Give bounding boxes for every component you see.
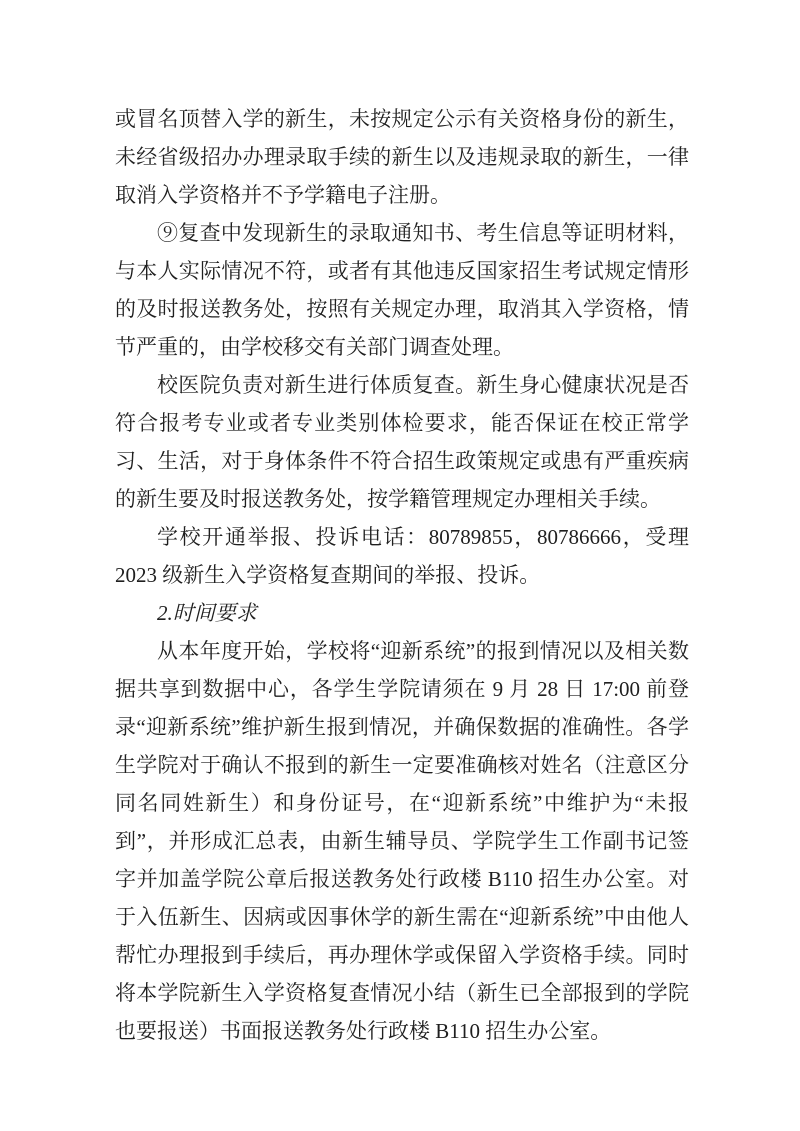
paragraph-time-requirements-detail: 从本年度开始，学校将“迎新系统”的报到情况以及相关数据共享到数据中心，各学生学院请须在 9 月 28 日 17:00 前登录“迎新系统”维护新生报到情况，并确保数据的准确性。各学生学院对于确认不报到的新生一定要准确核对姓名（注意区分同名同姓新生）和身份证号，在“迎新系统”中维护为“未报到”，并形成汇总表，由新生辅导员、学院学生工作副书记签字并加盖学院公章后报送教务处行政楼 B110 招生办公室。对于入伍新生、因病或因事休学的新生需在“迎新系统”中由他人帮忙办理报到手续后，再办理休学或保留入学资格手续。同时将本学院新生入学资格复查情况小结（新生已全部报到的学院也要报送）书面报送教务处行政楼 B110 招生办公室。 — [115, 639, 689, 1043]
paragraph-hotline: 学校开通举报、投诉电话：80789855，80786666，受理 2023 级新生入学资格复查期间的举报、投诉。 — [115, 525, 689, 587]
document-body — [115, 100, 689, 1050]
paragraph-item-9: ⑨复查中发现新生的录取通知书、考生信息等证明材料，与本人实际情况不符，或者有其他违反国家招生考试规定情形的及时报送教务处，按照有关规定办理，取消其入学资格，情节严重的，由学校移交有关部门调查处理。 — [115, 221, 689, 359]
section-heading-time-requirements: 2.时间要求 — [157, 601, 257, 625]
paragraph-health-recheck: 校医院负责对新生进行体质复查。新生身心健康状况是否符合报考专业或者专业类别体检要求，能否保证在校正常学习、生活，对于身体条件不符合招生政策规定或患有严重疾病的新生要及时报送教务处，按学籍管理规定办理相关手续。 — [115, 373, 689, 511]
paragraph-continuation: 或冒名顶替入学的新生，未按规定公示有关资格身份的新生，未经省级招办办理录取手续的新生以及违规录取的新生，一律取消入学资格并不予学籍电子注册。 — [115, 107, 689, 207]
